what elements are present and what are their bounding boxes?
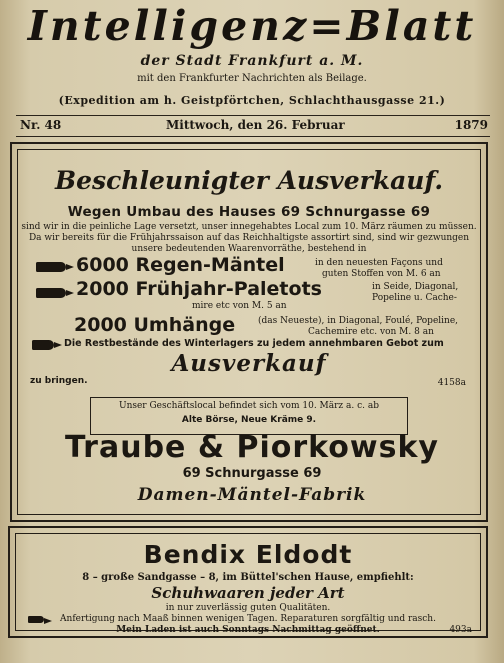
ad2-address: 8 – große Sandgasse – 8, im Büttel'schen Hause, empfiehlt: [82,572,414,583]
masthead-expedition: (Expedition am h. Geistpförtchen, Schlachthausgasse 21.) [58,94,446,107]
firm-address: 69 Schnurgasse 69 [182,466,322,481]
notice-line-1: Unser Geschäftslocal befindet sich vom 10. März a. c. ab [118,401,379,411]
pointing-hand-icon [32,340,54,350]
item-umhaenge-detail-2: Cachemire etc. von M. 8 an [308,327,434,337]
item-umhaenge-detail-1: (das Neueste), in Diagonal, Foulé, Popeline, [258,316,459,326]
ad-zu-bringen: zu bringen. [30,376,88,386]
masthead-rule-bottom [16,136,490,137]
firm-name-traube-piorkowsky: Traube & Piorkowsky [65,430,439,465]
item-umhaenge: 2000 Umhänge [74,314,236,336]
issue-number: Nr. 48 [20,118,62,132]
advertisement-bendix-eldodt [8,526,488,638]
ad-body-line-3: unsere bedeutenden Waarenvorräthe, bestehend in [131,244,367,254]
masthead-rule-top [16,115,490,116]
ad-body-line-2: Da wir bereits für die Frühjahrssaison auf das Reichhaltigste assortirt sind, sind wir gezwungen [28,233,470,243]
item-paletots-detail-2: Popeline u. Cache- [372,293,457,303]
item-regen-maentel: 6000 Regen-Mäntel [76,254,285,276]
issue-date: Mittwoch, den 26. Februar [166,118,345,132]
firm-tagline: Damen-Mäntel-Fabrik [137,485,367,505]
ad2-service: Anfertigung nach Maaß binnen wenigen Tagen. Reparaturen sorgfältig und rasch. [60,614,436,624]
masthead-title: Intelligenz=Blatt [27,2,477,50]
ad-body-line-1: sind wir in die peinliche Lage versetzt, unser innegehabtes Local zum 10. März räumen zu müssen. [21,222,477,232]
ad-reference-number: 4158a [437,378,466,388]
issue-line [18,118,488,134]
masthead-supplement-note: mit den Frankfurter Nachrichten als Beilage. [137,73,367,84]
ad-ausverkauf: Ausverkauf [171,350,327,377]
masthead-subtitle: der Stadt Frankfurt a. M. [140,53,364,69]
item-fruehjahr-paletots: 2000 Frühjahr-Paletots [76,278,322,300]
pointing-hand-icon [36,288,66,298]
ad-headline: Beschleunigter Ausverkauf. [54,166,444,195]
item-regen-maentel-detail-2: guten Stoffen von M. 6 an [322,269,441,279]
ad2-quality: in nur zuverlässig guten Qualitäten. [165,603,331,613]
ad-subhead: Wegen Umbau des Hauses 69 Schnurgasse 69 [67,204,431,220]
ad2-reference-number: 493a [449,625,472,635]
item-paletots-detail-3: mire etc von M. 5 an [192,301,287,311]
issue-year: 1879 [454,118,488,132]
firm-name-bendix-eldodt: Bendix Eldodt [143,540,353,569]
item-paletots-detail-1: in Seide, Diagonal, [372,282,459,292]
ad2-product: Schuhwaaren jeder Art [151,584,345,602]
ad2-sunday-hours: Mein Laden ist auch Sonntags Nachmittag geöffnet. [116,625,380,635]
notice-line-2: Alte Börse, Neue Kräme 9. [181,415,317,425]
pointing-hand-icon [36,262,66,272]
ad-rest-line: Die Restbestände des Winterlagers zu jedem annehmbaren Gebot zum [64,338,444,349]
item-regen-maentel-detail-1: in den neuesten Façons und [315,258,443,268]
advertisement-traube-piorkowsky [10,142,488,522]
